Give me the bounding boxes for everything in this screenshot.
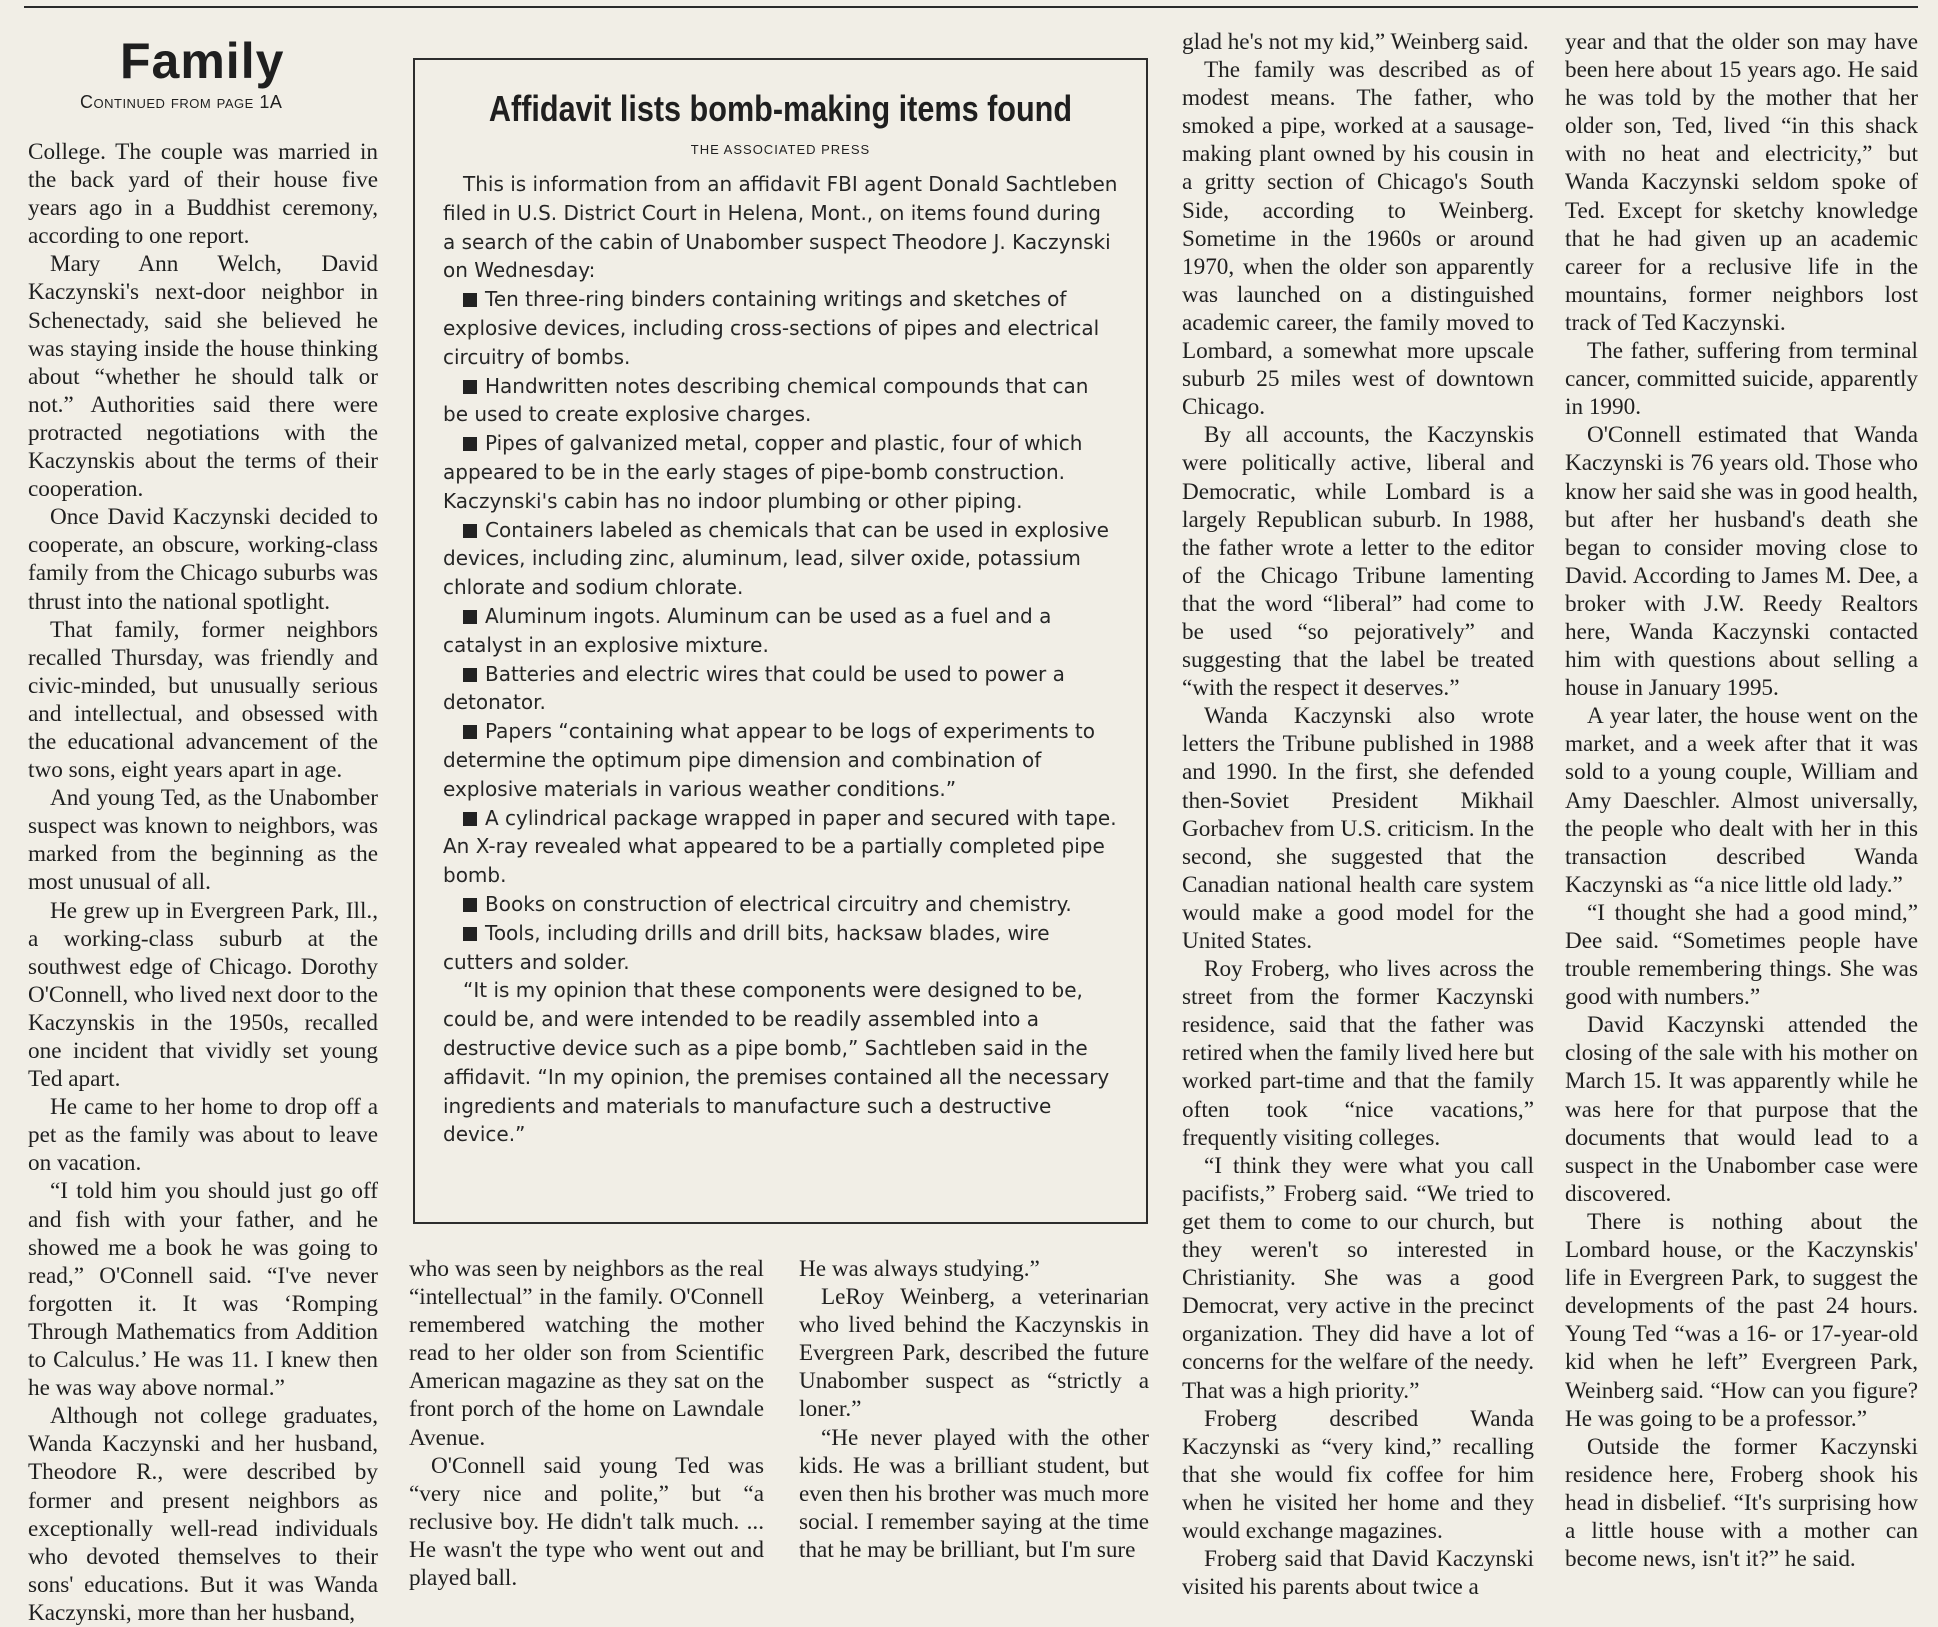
square-bullet-icon	[463, 898, 477, 912]
article-column-4	[1182, 29, 1534, 1601]
paragraph: “He never played with the other kids. He was a brilliant student, but even then his brother was much more social. I remember saying at the time that he may be brilliant, but I'm sure	[799, 1424, 1149, 1563]
sidebar-item: Books on construction of electrical circuitry and chemistry.	[443, 890, 1118, 919]
sidebar-item: Papers “containing what appear to be logs of experiments to determine the optimum pipe dimension and combination of explosive materials in various weather conditions.”	[443, 719, 1095, 801]
square-bullet-icon	[463, 437, 477, 451]
paragraph: glad he's not my kid,” Weinberg said.	[1182, 29, 1529, 55]
paragraph: There is nothing about the Lombard house, or the Kaczynskis' life in Evergreen Park, to suggest the developments of the past 24 hours. Young Ted “was a 16- or 17-year-old kid when he left” Evergreen Park, Weinberg said. “How can you figure? He was going to be a professor.”	[1565, 1208, 1918, 1432]
paragraph: “I told him you should just go off and fish with your father, and he showed me a book he was going to read,” O'Connell said. “I've never forgotten it. It was ‘Romping Through Mathematics from Addition to Calculus.’ He was 11. I knew then he was way above normal.”	[28, 1178, 378, 1402]
sidebar-credit: THE ASSOCIATED PRESS	[690, 142, 871, 157]
sidebar-item: Pipes of galvanized metal, copper and plastic, four of which appeared to be in the early stages of pipe-bomb construction. Kaczynski's cabin has no indoor plumbing or other piping.	[443, 431, 1083, 513]
paragraph: “I think they were what you call pacifists,” Froberg said. “We tried to get them to come to our church, but they weren't so interested in Christianity. She was a good Democrat, very active in the precinct organization. They did have a lot of concerns for the welfare of the needy. That was a high priority.”	[1182, 1152, 1534, 1404]
sidebar-item: A cylindrical package wrapped in paper and secured with tape. An X-ray revealed what appeared to be a partially completed pipe bomb.	[443, 805, 1117, 888]
paragraph: Wanda Kaczynski also wrote letters the Tribune published in 1988 and 1990. In the first, she defended then-Soviet President Mikhail Gorbachev from U.S. criticism. In the second, she suggested that the Canadian national health care system would make a good model for the United States.	[1182, 703, 1534, 954]
paragraph: Roy Froberg, who lives across the street from the former Kaczynski residence, said that the father was retired when the family lived here but worked part-time and that the family often took “nice vacations,” frequently visiting colleges.	[1182, 956, 1534, 1151]
paragraph: Although not college graduates, Wanda Kaczynski and her husband, Theodore R., were described by former and present neighbors as exceptionally well-read individuals who devoted themselves to their sons' educations. But it was Wanda Kaczynski, more than her husband,	[28, 1403, 378, 1626]
square-bullet-icon	[463, 380, 477, 394]
paragraph: The father, suffering from terminal cancer, committed suicide, apparently in 1990.	[1565, 338, 1918, 421]
paragraph: By all accounts, the Kaczynskis were politically active, liberal and Democratic, while Lombard is a largely Republican suburb. In 1988, the father wrote a letter to the editor of the Chicago Tribune lamenting that the word “liberal” had come to be used “so pejoratively” and suggesting that the label be treated “with the respect it deserves.”	[1182, 422, 1534, 702]
article-column-2	[409, 1255, 764, 1592]
top-rule	[24, 6, 1918, 8]
square-bullet-icon	[463, 293, 477, 307]
paragraph: Froberg described Wanda Kaczynski as “very kind,” recalling that she would fix coffee for him when he visited her home and they would exchange magazines.	[1182, 1405, 1534, 1544]
paragraph: O'Connell said young Ted was “very nice and polite,” but “a reclusive boy. He didn't talk much. ... He wasn't the type who went out and played ball.	[409, 1452, 764, 1592]
continued-line: Continued from page 1A	[80, 92, 283, 112]
article-column-1	[28, 138, 378, 1627]
sidebar-closing: “It is my opinion that these components were designed to be, could be, and were intended to be readily assembled into a destructive device such as a pipe bomb,” Sachtleben said in the affidavit. “In my opinion, the premises contained all the necessary ingredients and materials to manufacture such a destructive device.”	[443, 978, 1110, 1147]
paragraph: He grew up in Evergreen Park, Ill., a working-class suburb at the southwest edge of Chicago. Dorothy O'Connell, who lived next door to the Kaczynskis in the 1950s, recalled one incident that vividly set young Ted apart.	[28, 897, 379, 1093]
paragraph: College. The couple was married in the back yard of their house five years ago in a Buddhist ceremony, according to one report.	[28, 139, 378, 250]
paragraph: who was seen by neighbors as the real “intellectual” in the family. O'Connell remembered watching the mother read to her older son from Scientific American magazine as they sat on the front porch of the home on Lawndale Avenue.	[409, 1256, 764, 1451]
paragraph: And young Ted, as the Unabomber suspect was known to neighbors, was marked from the beginning as the most unusual of all.	[28, 785, 378, 896]
affidavit-sidebar	[413, 58, 1148, 1224]
paragraph: LeRoy Weinberg, a veterinarian who lived behind the Kaczynskis in Evergreen Park, described the future Unabomber suspect as “strictly a loner.”	[799, 1284, 1149, 1423]
square-bullet-icon	[463, 610, 477, 624]
paragraph: David Kaczynski attended the closing of the sale with his mother on March 15. It was apparently while he was here for that purpose that the documents that would lead to a suspect in the Unabomber case were discovered.	[1565, 1012, 1918, 1207]
sidebar-intro: This is information from an affidavit FBI agent Donald Sachtleben filed in U.S. District Court in Helena, Mont., on items found during a search of the cabin of Unabomber suspect Theodore J. Kaczynski on Wednesday:	[443, 172, 1118, 283]
paragraph: Outside the former Kaczynski residence here, Froberg shook his head in disbelief. “It's surprising how a little house with a mother can become news, isn't it?” he said.	[1565, 1433, 1918, 1573]
article-column-5	[1565, 28, 1918, 1573]
paragraph: He was always studying.”	[799, 1256, 1040, 1282]
sidebar-title: Affidavit lists bomb-making items found	[488, 88, 1073, 129]
sidebar-item: Containers labeled as chemicals that can be used in explosive devices, including zinc, aluminum, lead, silver oxide, potassium chlorate and sodium chlorate.	[443, 517, 1109, 600]
paragraph: O'Connell estimated that Wanda Kaczynski is 76 years old. Those who know her said she was in good health, but after her husband's death she began to consider moving close to David. According to James M. Dee, a broker with J.W. Reedy Realtors here, Wanda Kaczynski contacted him with questions about selling a house in January 1995.	[1565, 422, 1918, 702]
paragraph: He came to her home to drop off a pet as the family was about to leave on vacation.	[28, 1094, 378, 1177]
square-bullet-icon	[463, 668, 477, 682]
square-bullet-icon	[463, 812, 477, 826]
sidebar-item: Aluminum ingots. Aluminum can be used as a fuel and a catalyst in an explosive mixture.	[443, 603, 1052, 657]
sidebar-item: Handwritten notes describing chemical compounds that can be used to create explosive charges.	[443, 373, 1089, 427]
square-bullet-icon	[463, 524, 477, 538]
square-bullet-icon	[463, 725, 477, 739]
paragraph: Once David Kaczynski decided to cooperate, an obscure, working-class family from the Chicago suburbs was thrust into the national spotlight.	[28, 504, 378, 615]
sidebar-item: Ten three-ring binders containing writings and sketches of explosive devices, including cross-sections of pipes and electrical circuitry of bombs.	[443, 287, 1100, 369]
section-title: Family	[120, 33, 285, 89]
paragraph: year and that the older son may have been here about 15 years ago. He said he was told by the mother that her older son, Ted, lived “in this shack with no heat and electricity,” but Wanda Kaczynski seldom spoke of Ted. Except for sketchy knowledge that he had given up an academic career for a reclusive life in the mountains, former neighbors lost track of Ted Kaczynski.	[1565, 29, 1918, 336]
paragraph: That family, former neighbors recalled Thursday, was friendly and civic-minded, but unusually serious and intellectual, and obsessed with the educational advancement of the two sons, eight years apart in age.	[28, 616, 378, 784]
paragraph: Mary Ann Welch, David Kaczynski's next-door neighbor in Schenectady, said she believed he was staying inside the house thinking about “whether he should talk or not.” Authorities said there were protracted negotiations with the Kaczynskis about the terms of their cooperation.	[28, 251, 378, 503]
paragraph: A year later, the house went on the market, and a week after that it was sold to a young couple, William and Amy Daeschler. Almost universally, the people who dealt with her in this transaction described Wanda Kaczynski as “a nice little old lady.”	[1565, 703, 1918, 898]
sidebar-item: Tools, including drills and drill bits, hacksaw blades, wire cutters and solder.	[443, 920, 1050, 974]
paragraph: Froberg said that David Kaczynski visited his parents about twice a	[1182, 1546, 1534, 1601]
paragraph: “I thought she had a good mind,” Dee said. “Sometimes people have trouble remembering things. She was good with numbers.”	[1565, 899, 1918, 1011]
sidebar-item: Batteries and electric wires that could be used to power a detonator.	[443, 661, 1065, 715]
square-bullet-icon	[463, 927, 477, 941]
article-column-3	[799, 1255, 1149, 1564]
paragraph: The family was described as of modest means. The father, who smoked a pipe, worked at a sausage-making plant owned by his cousin in a gritty section of Chicago's South Side, according to Weinberg. Sometime in the 1960s or around 1970, when the older son apparently was launched on a distinguished academic career, the family moved to Lombard, a somewhat more upscale suburb 25 miles west of downtown Chicago.	[1182, 57, 1534, 421]
sidebar-body	[443, 170, 1118, 1149]
